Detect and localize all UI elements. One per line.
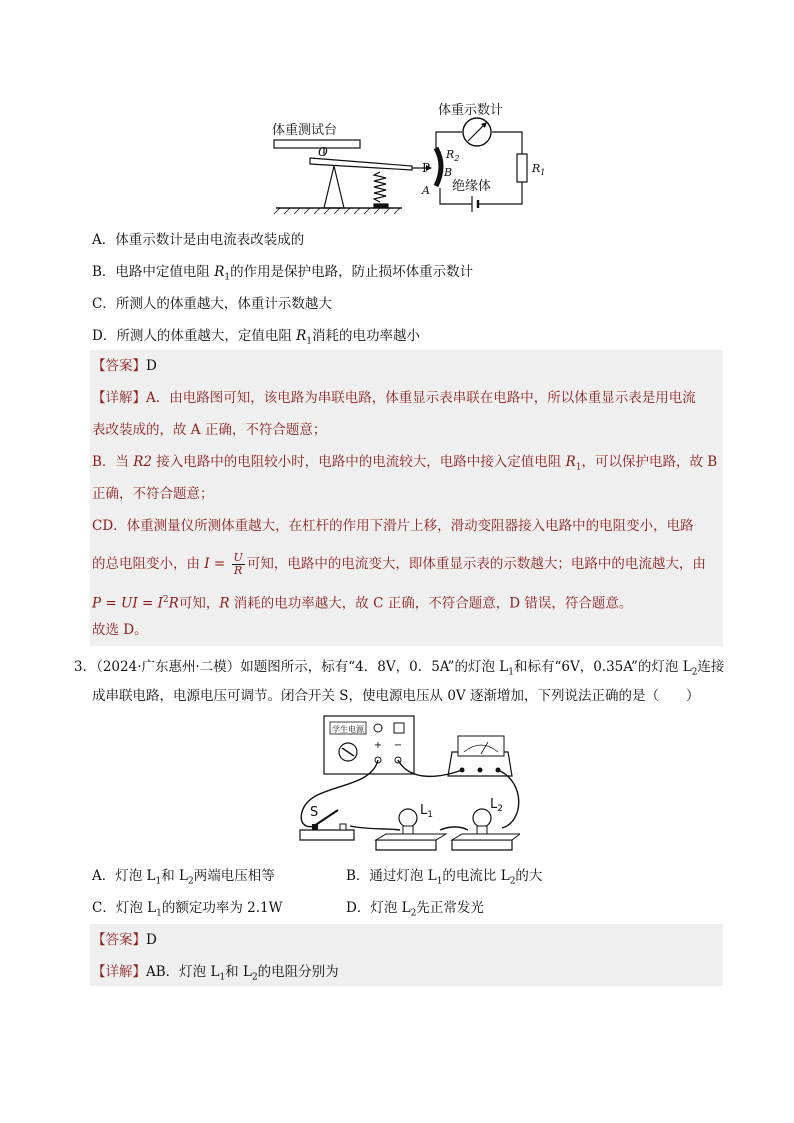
test-platform (274, 140, 360, 148)
minus-terminal-label: − (393, 740, 403, 751)
lamp-l1 (399, 809, 417, 827)
slider-label: P (422, 161, 431, 175)
lamp-l2-base (452, 840, 512, 850)
q2-detail-line2: 表改装成的，故 A 正确，不符合题意； (92, 422, 327, 438)
b-label: B (444, 166, 453, 179)
switch-label: S (310, 805, 319, 820)
q2-detail-line4: 正确，不符合题意； (92, 486, 214, 502)
l2-label: L (490, 797, 498, 812)
q3-stem-line1: 3．（2024·广东惠州·二模）如题图所示，标有“4．8V，0．5A”的灯泡 $L_1$和标有“6V，0.35A”的灯泡 $L_2$连接 (74, 659, 725, 678)
fraction-u-over-r: $\frac{U}{R}$ (233, 551, 243, 577)
switch (300, 830, 354, 840)
q2-detail-line3: B．当 R2 接入电路中的电阻较小时，电路中的电流较大，电路中接入定值电阻 $R_1$，可以保护电路，故 B (92, 454, 718, 473)
a-label: A (422, 184, 430, 197)
lamp-circuit-figure (290, 712, 520, 860)
supply-label: 学生电源 (332, 725, 364, 734)
q2-detail-line6: 的总电阻变小，由 I = $\frac{U}{R}$ 可知，电路中的电流变大，即体重显示表的示数越大；电路中的电流越大，由 (92, 551, 706, 577)
q3-answer: 【答案】D (92, 932, 157, 948)
lamp-l2 (473, 809, 491, 827)
l1-label: L (420, 803, 428, 818)
q2-answer: 【答案】D (92, 358, 157, 374)
spring (374, 172, 388, 207)
plus-terminal-label: + (373, 740, 383, 751)
q2-option-c: C．所测人的体重越大，体重计示数越大 (92, 296, 332, 312)
q2-detail-line7: P = UI = $I^2R$可知，R 消耗的电功率越大，故 C 正确，不符合题意，D 错误，符合题意。 (92, 595, 633, 612)
q2-option-d: D．所测人的体重越大，定值电阻 $R_1$消耗的电功率越小 (92, 328, 421, 347)
r1-resistor (517, 154, 527, 182)
q3-option-a: A．灯泡 $L_1$和 $L_2$两端电压相等 (92, 868, 275, 887)
platform-label: 体重测试台 (272, 123, 338, 138)
svg-text:L1: $L_1$ (420, 803, 433, 820)
q3-detail-line1: 【详解】AB．灯泡 $L_1$和 $L_2$的电阻分别为 (92, 964, 339, 983)
scale-circuit-figure (262, 96, 562, 218)
q2-detail-line1: 【详解】A．由电路图可知，该电路为串联电路，体重显示表串联在电路中，所以体重显示表是用电流 (92, 390, 696, 406)
q2-option-b: B．电路中定值电阻 $R_1$的作用是保护电路，防止损坏体重示数计 (92, 264, 474, 283)
meter-label: 体重示数计 (438, 103, 504, 118)
svg-text:L2: $L_2$ (490, 797, 503, 814)
r1-label: R (532, 162, 541, 175)
q2-detail-line8: 故选 D。 (92, 622, 148, 638)
q3-option-b: B．通过灯泡 $L_1$的电流比 $L_2$的大 (346, 868, 543, 887)
pivot-label: O (318, 145, 328, 159)
r2-rheostat (436, 148, 441, 186)
lamp-l1-base (376, 840, 436, 850)
pivot-support (324, 166, 344, 208)
svg-text:R2: $R_2$ (446, 148, 460, 163)
insulator-label: 绝缘体 (452, 179, 492, 194)
q3-option-c: C．灯泡 $L_1$的额定功率为 2.1W (92, 900, 283, 919)
svg-text:R1: $R_1$ (532, 162, 546, 177)
q2-option-a: A．体重示数计是由电流表改装成的 (92, 232, 305, 248)
lever-arm (310, 158, 412, 170)
r2-label: R (446, 148, 455, 161)
q3-option-d: D．灯泡 $L_2$先正常发光 (346, 900, 484, 919)
q3-stem-line2: 成串联电路，电源电压可调节。闭合开关 S，使电源电压从 0V 逐渐增加，下列说法正确的是（ ） (92, 688, 700, 704)
q2-detail-line5: CD．体重测量仪所测体重越大，在杠杆的作用下滑片上移，滑动变阻器接入电路中的电阻变小，电路 (92, 518, 694, 534)
